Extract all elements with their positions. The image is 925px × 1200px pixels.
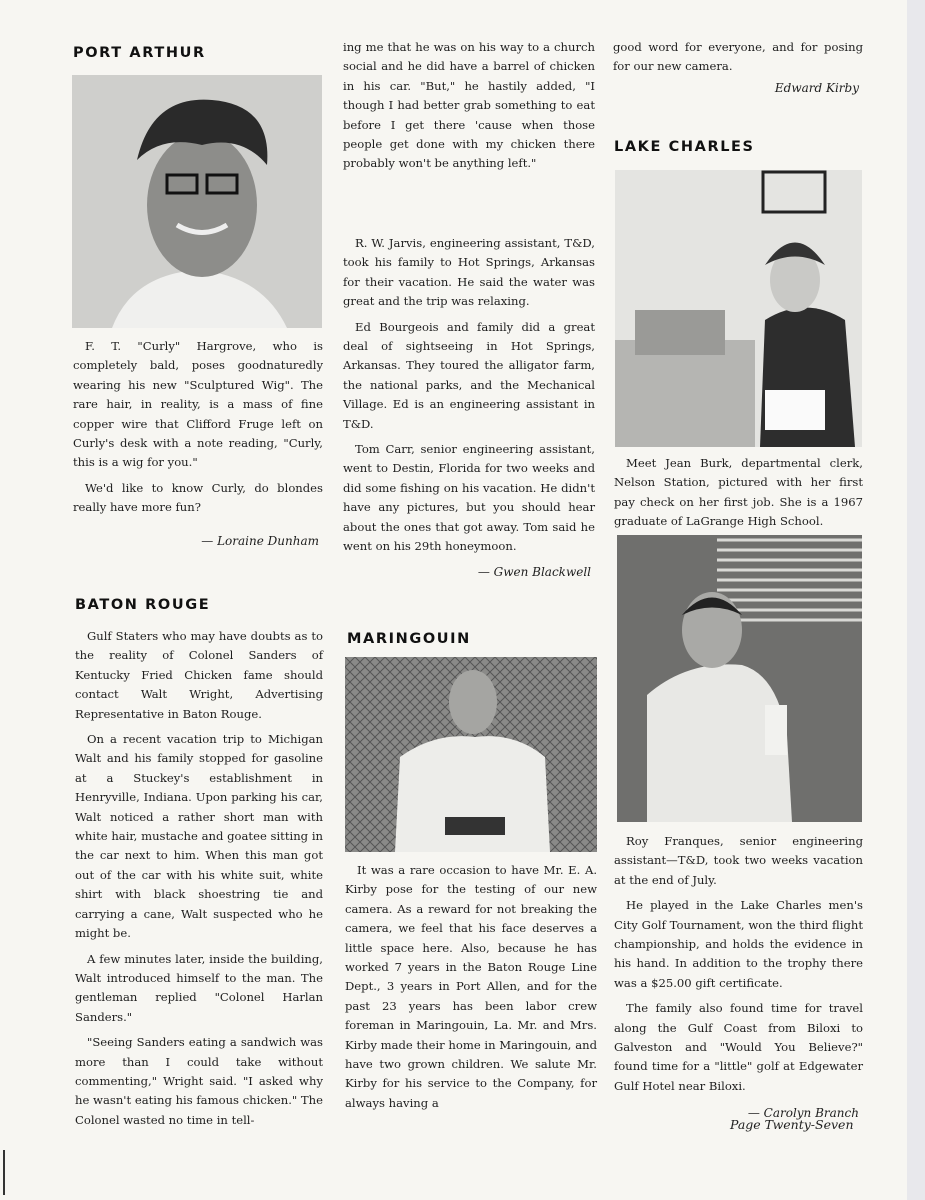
section-heading-lake-charles: LAKE CHARLES	[614, 139, 755, 155]
section-heading-baton-rouge: BATON ROUGE	[75, 597, 211, 613]
paragraph: The family also found time for travel along the Gulf Coast from Biloxi to Galveston and "Would You Believe?" found time for a "little" golf at Edgewater Gulf Hotel near Biloxi.	[614, 1001, 863, 1093]
photo-jean-burk	[615, 170, 862, 447]
photo-ea-kirby	[345, 657, 597, 852]
paragraph: Roy Franques, senior engineering assistant—T&D, took two weeks vacation at the end of July.	[614, 834, 863, 887]
byline: Edward Kirby	[774, 80, 859, 95]
byline: — Loraine Dunham	[201, 533, 319, 548]
paragraph: Ed Bourgeois and family did a great deal of sightseeing in Hot Springs, Arkansas. They toured the alligator farm, the national parks, and the Mechanical Village. Ed is an engineering assistant in T&D.	[343, 319, 595, 431]
paragraph: R. W. Jarvis, engineering assistant, T&D, took his family to Hot Springs, Arkansas for their vacation. He said the water was great and the trip was relaxing.	[343, 236, 595, 309]
td-vacation-notes	[343, 234, 595, 582]
byline: — Carolyn Branch	[747, 1106, 859, 1121]
lake-charles-caption	[614, 454, 863, 538]
paragraph: It was a rare occasion to have Mr. E. A. Kirby pose for the testing of our new camera. As a reward for not breaking the camera, we feel that his face deserves a little space here. Also, because he has worked 7 years in the Baton Rouge Line Dept., 3 years in Port Allen, and for the past 23 years has been labor crew foreman in Maringouin, La. Mr. and Mrs. Kirby made their home in Maringouin, and have two grown children. We salute Mr. Kirby for his service to the Company, for always having a	[345, 863, 597, 1110]
section-heading-port-arthur: PORT ARTHUR	[73, 45, 206, 61]
page-edge	[907, 0, 925, 1200]
byline: — Gwen Blackwell	[477, 564, 591, 579]
maringouin-continued	[613, 38, 863, 98]
section-heading-maringouin: MARINGOUIN	[347, 631, 471, 647]
paragraph: He played in the Lake Charles men's City Golf Tournament, won the third flight championship, and holds the evidence in his hand. In addition to the trophy there was a $25.00 gift certificate.	[614, 898, 863, 990]
photo-caption: Meet Jean Burk, departmental clerk, Nelson Station, pictured with her first pay check on her first job. She is a 1967 graduate of LaGrange High School.	[614, 456, 863, 529]
paragraph: F. T. "Curly" Hargrove, who is completely bald, poses goodnaturedly wearing his new "Sculptured Wig". The rare hair, in reality, is a mass of fine copper wire that Clifford Fruge left on Curly's desk with a note reading, "Curly, this is a wig for you."	[73, 339, 323, 470]
paragraph: We'd like to know Curly, do blondes really have more fun?	[73, 480, 323, 515]
port-arthur-article	[73, 337, 323, 551]
maringouin-article	[345, 861, 597, 1119]
page-number: Page Twenty-Seven	[730, 1117, 854, 1132]
photo-roy-franques	[617, 535, 862, 822]
paragraph: ing me that he was on his way to a church social and he did have a barrel of chicken in his car. "But," he hastily added, "I though I had better grab something to eat before I get there 'cause when those people get done with my chicken there probably won't be anything left."	[343, 40, 595, 171]
paragraph: "Seeing Sanders eating a sandwich was more than I could take without commenting," Wright said. "I asked why he wasn't eating his famous chicken." The Colonel wasted no time in tell-	[75, 1035, 323, 1127]
paragraph: Gulf Staters who may have doubts as to the reality of Colonel Sanders of Kentucky Fried Chicken fame should contact Walt Wright, Advertising Representative in Baton Rouge.	[75, 629, 323, 721]
baton-rouge-continued	[343, 38, 595, 180]
baton-rouge-article	[75, 627, 323, 1136]
photo-curly-hargrove	[72, 75, 322, 328]
binding-mark	[3, 1150, 5, 1195]
paragraph: A few minutes later, inside the building, Walt introduced himself to the man. The gentleman replied "Colonel Harlan Sanders."	[75, 951, 323, 1024]
lake-charles-article	[614, 832, 863, 1124]
paragraph: On a recent vacation trip to Michigan Walt and his family stopped for gasoline at a Stuckey's establishment in Henryville, Indiana. Upon parking his car, Walt noticed a rather short man with white hair, mustache and goatee sitting in the car next to him. When this man got out of the car with his white suit, white shirt with black shoestring tie and carrying a cane, Walt suspected who he might be.	[75, 732, 323, 941]
paragraph: Tom Carr, senior engineering assistant, went to Destin, Florida for two weeks and did some fishing on his vacation. He didn't have any pictures, but you should hear about the ones that got away. Tom said he went on his 29th honeymoon.	[343, 442, 595, 554]
paragraph: good word for everyone, and for posing for our new camera.	[613, 40, 863, 74]
